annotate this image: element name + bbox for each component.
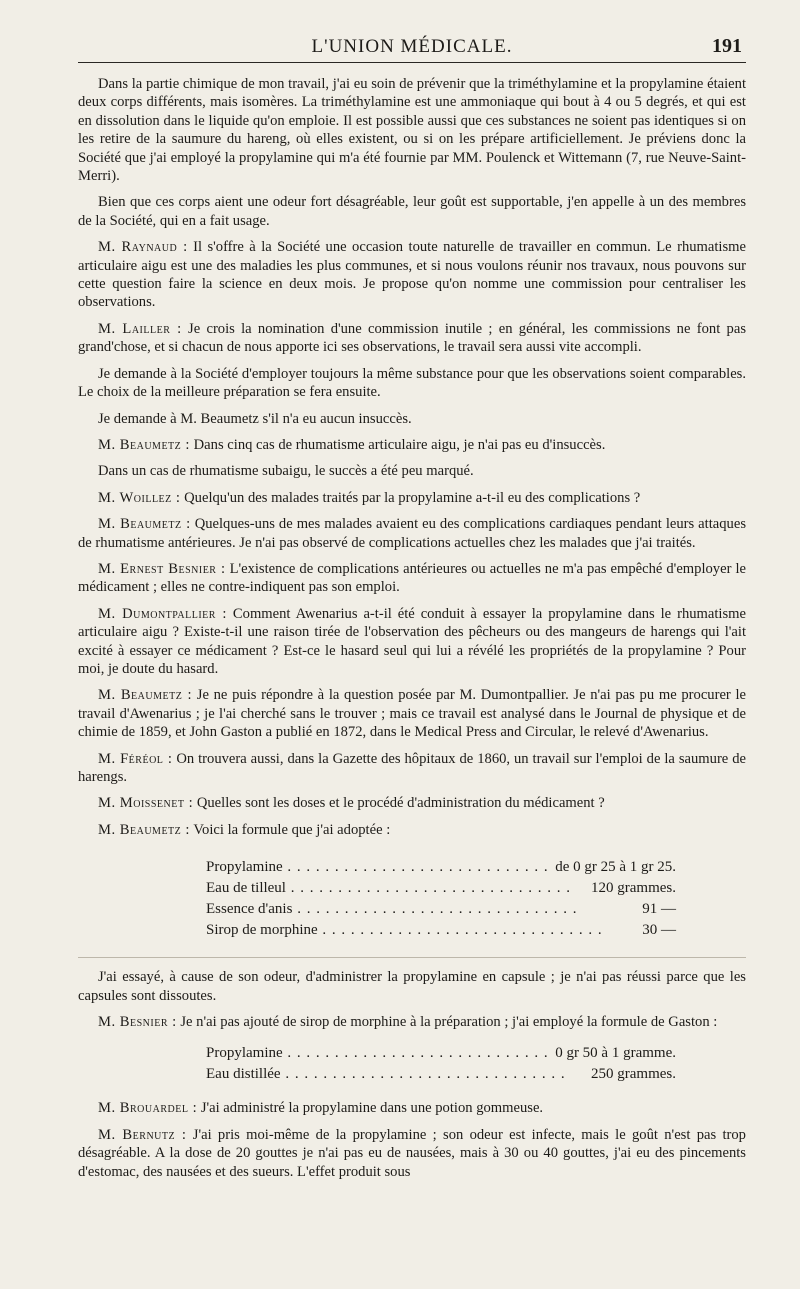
speaker-name: M. Moissenet : bbox=[98, 795, 194, 812]
speaker-name: M. Beaumetz : bbox=[98, 687, 193, 704]
speaker-name: M. Beaumetz : bbox=[98, 821, 190, 838]
paragraph-text: Je demande à la Société d'employer toujours la même substance pour que les observations soient comparables. Le choix de la meilleure préparation se fera ensuite. bbox=[78, 365, 746, 401]
document-body bbox=[78, 75, 746, 1181]
paragraph bbox=[78, 515, 746, 552]
paragraph bbox=[78, 436, 746, 454]
ingredient-name: Sirop de morphine . . . bbox=[206, 920, 636, 941]
paragraph bbox=[78, 1013, 746, 1031]
paragraph-group-2 bbox=[78, 968, 746, 1031]
ingredient-name: Propylamine . . . bbox=[206, 857, 549, 878]
paragraph bbox=[78, 320, 746, 357]
speaker-name: M. Raynaud : bbox=[98, 239, 188, 256]
speaker-name: M. Woillez : bbox=[98, 489, 181, 506]
paragraph-text: Je n'ai pas ajouté de sirop de morphine à la préparation ; j'ai employé la formule de Gaston : bbox=[180, 1014, 718, 1031]
speaker-name: M. Lailler : bbox=[98, 320, 182, 337]
formula-row bbox=[206, 878, 676, 899]
speaker-name: M. Beaumetz : bbox=[98, 516, 191, 533]
formula-row bbox=[206, 899, 676, 920]
paragraph-text: Dans cinq cas de rhumatisme articulaire aigu, je n'ai pas eu d'insuccès. bbox=[193, 436, 606, 453]
paragraph bbox=[78, 489, 746, 507]
paragraph bbox=[78, 794, 746, 812]
paragraph-text: Dans un cas de rhumatisme subaigu, le succès a été peu marqué. bbox=[98, 463, 474, 480]
ingredient-name: Propylamine . . . bbox=[206, 1043, 549, 1064]
paragraph-text: Bien que ces corps aient une odeur fort désagréable, leur goût est supportable, j'en appelle à un des membres de la Société, qui en a fait usage. bbox=[78, 194, 746, 229]
paragraph bbox=[78, 462, 746, 480]
paragraph bbox=[78, 1099, 746, 1117]
paragraph bbox=[78, 365, 746, 402]
speaker-name: M. Dumontpallier : bbox=[98, 605, 227, 622]
speaker-name: M. Ernest Besnier : bbox=[98, 560, 226, 577]
paragraph bbox=[78, 686, 746, 741]
divider bbox=[78, 957, 746, 958]
formula-beaumetz bbox=[206, 857, 676, 941]
ingredient-quantity: de 0 gr 25 à 1 gr 25. bbox=[555, 859, 676, 876]
ingredient-quantity: 30 — bbox=[642, 922, 676, 939]
speaker-name: M. Bernutz : bbox=[98, 1126, 187, 1143]
page-number: 191 bbox=[712, 35, 742, 57]
paragraph-text: Quelles sont les doses et le procédé d'administration du médicament ? bbox=[196, 795, 605, 812]
paragraph bbox=[78, 821, 746, 839]
running-title: L'UNION MÉDICALE. bbox=[311, 36, 513, 57]
paragraph-text: J'ai pris moi-même de la propylamine ; son odeur est infecte, mais le goût n'est pas trop désagréable. A la dose de 20 gouttes je n'ai pas eu de nausées, mais à 30 ou 40 gouttes, j'ai eu des pincements d'estomac, des nausées et des sueurs. L'effet produit sous bbox=[78, 1126, 746, 1180]
paragraph-text: Je crois la nomination d'une commission inutile ; en général, les commissions ne font pas grand'chose, et si chacun de nous apporte ici ses observations, le travail sera aussi vite accompli. bbox=[78, 320, 746, 356]
formula-row bbox=[206, 1043, 676, 1064]
formula-row bbox=[206, 1064, 676, 1085]
ingredient-quantity: 250 grammes. bbox=[591, 1066, 676, 1083]
formula-row bbox=[206, 857, 676, 878]
paragraph bbox=[78, 968, 746, 1005]
paragraph-text: Quelques-uns de mes malades avaient eu des complications cardiaques pendant leurs attaques de rhumatisme antérieures. Je n'ai pas observé de complications actuelles chez les malades que j'ai traités. bbox=[78, 516, 746, 551]
paragraph bbox=[78, 238, 746, 312]
ingredient-quantity: 91 — bbox=[642, 901, 676, 918]
ingredient-name: Essence d'anis . . . bbox=[206, 899, 636, 920]
paragraph-group-1 bbox=[78, 75, 746, 839]
paragraph bbox=[78, 560, 746, 597]
ingredient-quantity: 0 gr 50 à 1 gramme. bbox=[555, 1045, 676, 1062]
paragraph-text: Dans la partie chimique de mon travail, j'ai eu soin de prévenir que la triméthylamine et la propylamine étaient deux corps différents, mais isomères. La triméthylamine est une ammoniaque qui bout à 4 ou 5 degrés, et qui est en dissolution dans le liquide qu'on emploie. Il est possible aussi que ces substances ne soient pas identiques si on les retire de la saumure du hareng, où elles existent, ou si on les prépare artificiellement. Je préviens donc la Société que j'ai employé la propylamine qui m'a été fournie par MM. Poulenck et Wittemann (7, rue Neuve-Saint-Merri). bbox=[78, 76, 746, 185]
paragraph-text: Il s'offre à la Société une occasion toute naturelle de travailler en commun. Le rhumatisme articulaire aigu est une des maladies les plus communes, et si nous voulons réunir nos travaux, nous pouvons sur cette question faire la science en deux mois. Je propose qu'on nomme une commission pour centraliser les observations. bbox=[78, 239, 746, 311]
ingredient-name: Eau de tilleul . . . bbox=[206, 878, 585, 899]
speaker-name: M. Beaumetz : bbox=[98, 436, 190, 453]
paragraph-text: L'existence de complications antérieures ou actuelles ne m'a pas empêché d'employer le médicament ; elles ne contre-indiquent pas son emploi. bbox=[78, 560, 746, 596]
page-header bbox=[78, 32, 746, 63]
speaker-name: M. Brouardel : bbox=[98, 1100, 198, 1117]
speaker-name: M. Féréol : bbox=[98, 750, 173, 767]
paragraph-text: Quelqu'un des malades traités par la propylamine a-t-il eu des complications ? bbox=[184, 489, 641, 506]
paragraph bbox=[78, 410, 746, 428]
paragraph bbox=[78, 750, 746, 787]
paragraph bbox=[78, 193, 746, 230]
formula-row bbox=[206, 920, 676, 941]
paragraph-text: Je demande à M. Beaumetz s'il n'a eu aucun insuccès. bbox=[98, 410, 412, 427]
speaker-name: M. Besnier : bbox=[98, 1014, 177, 1031]
paragraph-group-3 bbox=[78, 1099, 746, 1181]
paragraph-text: Voici la formule que j'ai adoptée : bbox=[193, 821, 391, 838]
paragraph bbox=[78, 605, 746, 679]
ingredient-name: Eau distillée . . . bbox=[206, 1064, 585, 1085]
paragraph-text: On trouvera aussi, dans la Gazette des hôpitaux de 1860, un travail sur l'emploi de la saumure de harengs. bbox=[78, 750, 747, 785]
formula-gaston bbox=[206, 1043, 676, 1085]
paragraph-text: Comment Awenarius a-t-il été conduit à essayer la propylamine dans le rhumatisme articulaire aigu ? Existe-t-il une raison tirée de l'observation des pêcheurs ou des mangeurs de harengs qui l'ait excité à essayer ce médicament ? Est-ce le hasard seul qui lui a révélé les propriétés de la propylamine ? Pour moi, je doute du hasard. bbox=[78, 605, 746, 677]
paragraph bbox=[78, 1126, 746, 1181]
paragraph bbox=[78, 75, 746, 185]
paragraph-text: J'ai essayé, à cause de son odeur, d'administrer la propylamine en capsule ; je n'ai pas réussi parce que les capsules sont dissoutes. bbox=[78, 969, 746, 1004]
ingredient-quantity: 120 grammes. bbox=[591, 880, 676, 897]
paragraph-text: J'ai administré la propylamine dans une potion gommeuse. bbox=[200, 1100, 544, 1117]
paragraph-text: Je ne puis répondre à la question posée par M. Dumontpallier. Je n'ai pas pu me procurer le travail d'Awenarius ; je l'ai cherché sans le trouver ; mais ce travail est analysé dans le Journal de physique et de chimie de 1859, et John Gaston a publié en 1872, dans le Medical Press and Circular, le relevé d'Awenarius. bbox=[78, 687, 747, 741]
